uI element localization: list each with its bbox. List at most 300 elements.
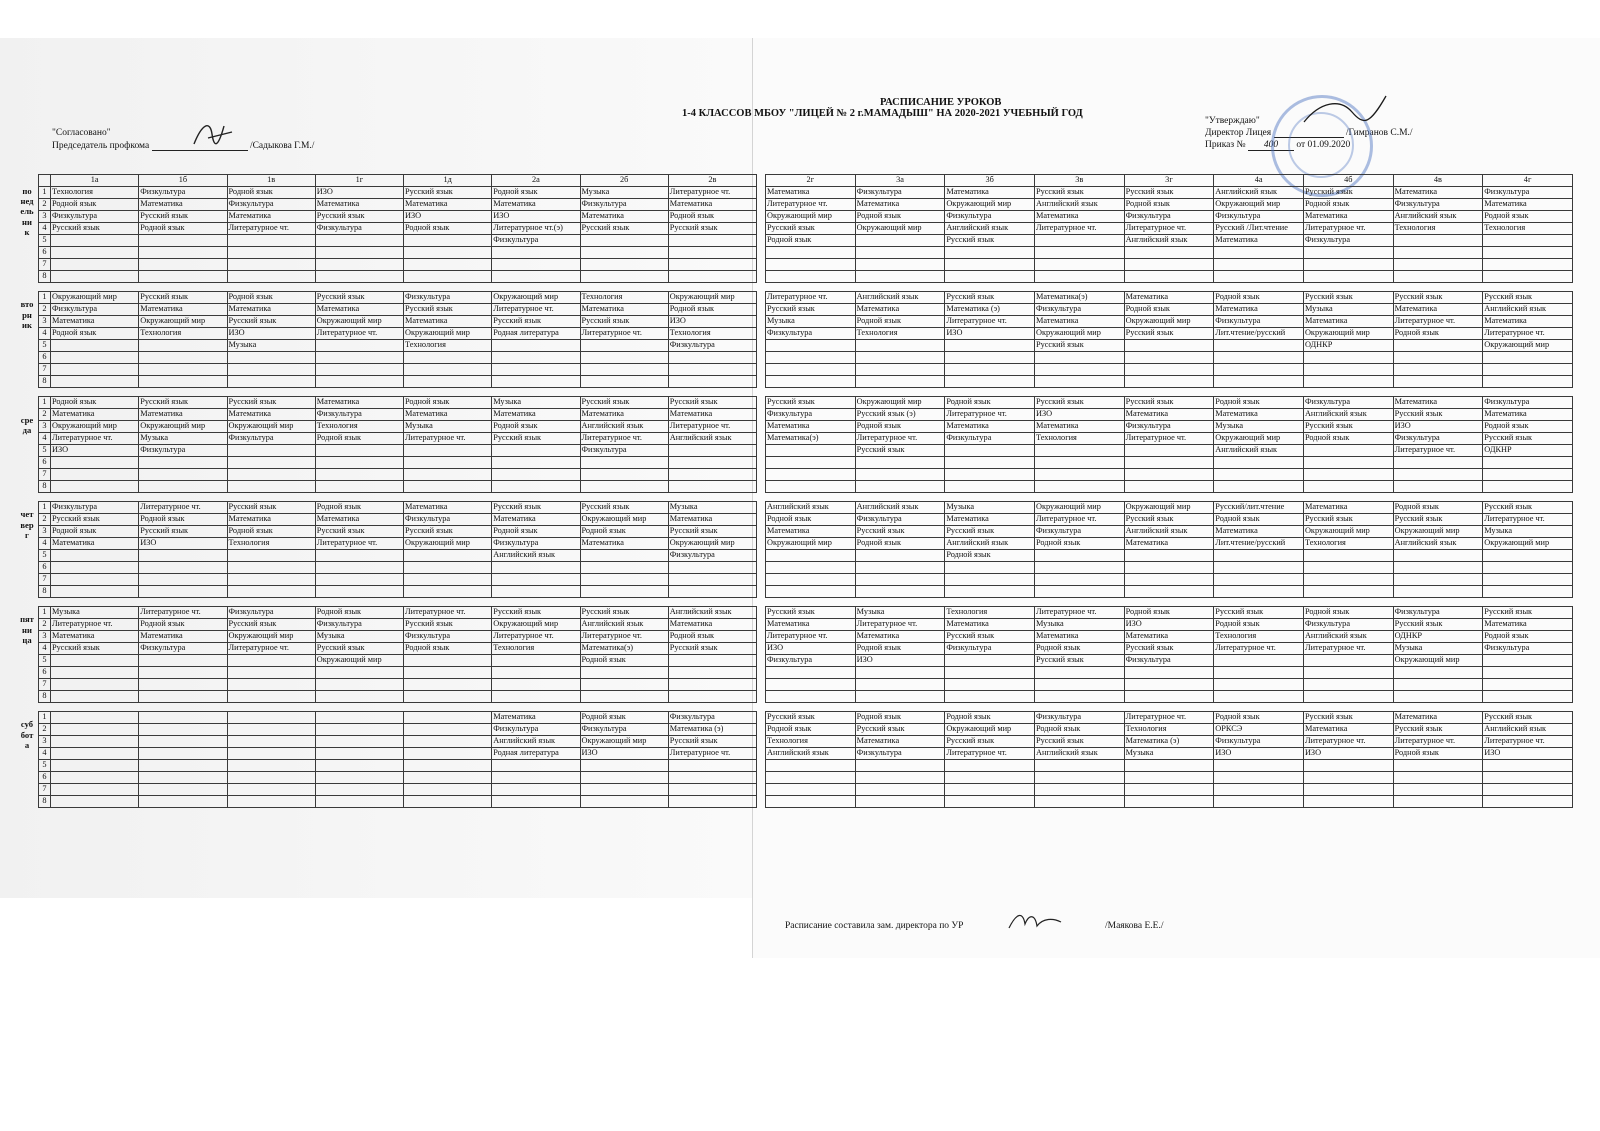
lesson-cell: Технология <box>1393 222 1483 234</box>
lesson-row <box>766 711 1573 723</box>
lesson-cell: Математика <box>1303 501 1393 513</box>
lesson-cell: Литературное чт. <box>1214 642 1304 654</box>
lesson-number: 4 <box>39 748 51 760</box>
lesson-cell: Русский язык <box>1124 396 1214 408</box>
lesson-row <box>766 234 1573 246</box>
lesson-cell: Литературное чт. <box>855 432 945 444</box>
lesson-cell <box>404 259 492 271</box>
agreed-label: "Согласовано" <box>52 128 111 138</box>
lesson-cell <box>404 748 492 760</box>
lesson-cell <box>1393 456 1483 468</box>
lesson-cell: Математика <box>668 619 756 631</box>
lesson-cell: Физкультура <box>315 223 403 235</box>
lesson-cell: ИЗО <box>1303 747 1393 759</box>
lesson-cell <box>1214 549 1304 561</box>
lesson-cell <box>1483 270 1573 282</box>
lesson-cell <box>580 247 668 259</box>
lesson-cell: Литературное чт. <box>580 328 668 340</box>
class-header: 1в <box>227 175 315 187</box>
lesson-cell <box>492 760 580 772</box>
lesson-cell <box>668 445 756 457</box>
lesson-cell: Физкультура <box>1483 642 1573 654</box>
lesson-cell: Русский язык <box>766 396 856 408</box>
approved-name: /Гимранов С.М./ <box>1345 128 1413 138</box>
lesson-cell <box>139 748 227 760</box>
lesson-cell <box>945 666 1035 678</box>
lesson-cell <box>580 796 668 808</box>
lesson-number: 6 <box>39 352 51 364</box>
lesson-cell <box>51 235 139 247</box>
lesson-cell <box>668 562 756 574</box>
lesson-cell <box>766 759 856 771</box>
left-schedule-table <box>38 174 757 808</box>
lesson-cell: Музыка <box>1483 525 1573 537</box>
lesson-row <box>766 537 1573 549</box>
lesson-cell <box>1393 771 1483 783</box>
lesson-cell <box>404 235 492 247</box>
day-separator-cell <box>766 702 1573 711</box>
lesson-cell <box>404 712 492 724</box>
lesson-cell: Физкультура <box>766 408 856 420</box>
lesson-cell <box>492 364 580 376</box>
lesson-row <box>39 772 757 784</box>
lesson-row <box>39 736 757 748</box>
lesson-cell: Русский язык <box>945 630 1035 642</box>
class-header: 4в <box>1393 175 1483 187</box>
lesson-cell: Русский язык <box>1483 711 1573 723</box>
lesson-cell: Родной язык <box>855 711 945 723</box>
lesson-cell <box>1483 783 1573 795</box>
lesson-cell: Литературное чт. <box>1393 444 1483 456</box>
weekday-label: понедельник <box>20 186 34 237</box>
lesson-cell: Русский/лит.чтение <box>1214 501 1304 513</box>
class-header: 2г <box>766 175 856 187</box>
lesson-number: 7 <box>39 259 51 271</box>
lesson-cell <box>1124 456 1214 468</box>
lesson-row <box>766 270 1573 282</box>
lesson-number: 3 <box>39 631 51 643</box>
lesson-cell: Окружающий мир <box>855 396 945 408</box>
lesson-cell: Математика <box>1124 408 1214 420</box>
lesson-cell <box>1303 363 1393 375</box>
lesson-cell <box>1124 561 1214 573</box>
lesson-cell: Математика <box>404 409 492 421</box>
lesson-cell <box>1483 771 1573 783</box>
lesson-cell <box>945 351 1035 363</box>
lesson-cell: Математика <box>945 420 1035 432</box>
lesson-row <box>39 316 757 328</box>
lesson-cell <box>51 691 139 703</box>
lesson-cell <box>51 586 139 598</box>
lesson-cell <box>766 444 856 456</box>
lesson-cell: Математика <box>51 538 139 550</box>
lesson-cell: Родной язык <box>1214 711 1304 723</box>
lesson-cell: Физкультура <box>1393 432 1483 444</box>
lesson-cell: Родной язык <box>315 607 403 619</box>
lesson-cell <box>580 481 668 493</box>
lesson-number: 4 <box>39 433 51 445</box>
lesson-cell: Музыка <box>51 607 139 619</box>
lesson-cell: Русский язык <box>1483 291 1573 303</box>
lesson-cell: Родной язык <box>766 234 856 246</box>
lesson-cell <box>766 375 856 387</box>
lesson-cell: Русский язык <box>1393 291 1483 303</box>
lesson-cell: Физкультура <box>1303 396 1393 408</box>
lesson-row <box>39 469 757 481</box>
lesson-cell <box>404 691 492 703</box>
lesson-cell: Математика <box>1124 537 1214 549</box>
lesson-cell: Русский язык <box>766 303 856 315</box>
lesson-cell <box>227 748 315 760</box>
lesson-cell <box>945 444 1035 456</box>
lesson-row <box>39 457 757 469</box>
class-header: 3б <box>945 175 1035 187</box>
lesson-cell: Родной язык <box>855 420 945 432</box>
lesson-cell <box>1124 468 1214 480</box>
approved-role: Директор Лицея <box>1205 128 1272 138</box>
lesson-cell <box>1393 690 1483 702</box>
lesson-cell: Математика <box>1393 303 1483 315</box>
lesson-cell <box>315 235 403 247</box>
lesson-row <box>39 199 757 211</box>
lesson-cell: Лит.чтение/русский <box>1214 537 1304 549</box>
lesson-cell: Музыка <box>1303 303 1393 315</box>
lesson-cell: Физкультура <box>1303 618 1393 630</box>
lesson-cell <box>227 760 315 772</box>
lesson-cell: Русский /Лит.чтение <box>1214 222 1304 234</box>
lesson-cell: ИЗО <box>580 748 668 760</box>
lesson-number: 7 <box>39 469 51 481</box>
lesson-cell: Физкультура <box>580 445 668 457</box>
lesson-cell <box>1483 666 1573 678</box>
lesson-cell: Математика <box>1214 408 1304 420</box>
lesson-cell: Физкультура <box>1034 303 1124 315</box>
lesson-cell: Математика <box>227 211 315 223</box>
lesson-number: 2 <box>39 514 51 526</box>
lesson-cell <box>1124 480 1214 492</box>
lesson-cell <box>315 247 403 259</box>
lesson-cell <box>139 352 227 364</box>
schedule-title: РАСПИСАНИЕ УРОКОВ <box>880 97 1002 108</box>
day-separator-cell <box>766 492 1573 501</box>
lesson-cell: Физкультура <box>1483 396 1573 408</box>
lesson-cell <box>855 573 945 585</box>
lesson-row <box>39 586 757 598</box>
lesson-cell <box>315 340 403 352</box>
lesson-cell: Окружающий мир <box>766 210 856 222</box>
lesson-number: 3 <box>39 421 51 433</box>
lesson-cell: Музыка <box>139 433 227 445</box>
day-separator-cell <box>39 493 757 502</box>
lesson-row <box>39 679 757 691</box>
lesson-cell: Литературное чт. <box>668 187 756 199</box>
lesson-cell <box>492 784 580 796</box>
lesson-cell <box>1034 468 1124 480</box>
lesson-cell: Литературное чт. <box>1124 711 1214 723</box>
lesson-cell <box>945 339 1035 351</box>
lesson-cell: Родной язык <box>227 292 315 304</box>
lesson-cell <box>668 271 756 283</box>
lesson-cell: Родной язык <box>945 711 1035 723</box>
lesson-cell: Физкультура <box>404 631 492 643</box>
lesson-number: 3 <box>39 316 51 328</box>
lesson-cell: Русский язык <box>945 291 1035 303</box>
lesson-cell <box>945 759 1035 771</box>
lesson-row <box>766 408 1573 420</box>
lesson-cell: Русский язык <box>404 187 492 199</box>
lesson-cell: Математика <box>1124 630 1214 642</box>
lesson-number: 6 <box>39 457 51 469</box>
lesson-cell <box>1214 783 1304 795</box>
lesson-cell <box>404 481 492 493</box>
lesson-cell <box>1034 456 1124 468</box>
lesson-cell <box>227 247 315 259</box>
lesson-cell: ОРКСЭ <box>1214 723 1304 735</box>
lesson-cell: Математика <box>51 409 139 421</box>
lesson-cell: Английский язык <box>1124 234 1214 246</box>
lesson-cell: Литературное чт. <box>1393 735 1483 747</box>
lesson-row <box>39 352 757 364</box>
lesson-cell <box>1303 258 1393 270</box>
lesson-cell <box>1393 783 1483 795</box>
lesson-cell: Физкультура <box>492 538 580 550</box>
lesson-cell: Литературное чт. <box>1483 327 1573 339</box>
lesson-cell <box>227 724 315 736</box>
lesson-cell <box>139 235 227 247</box>
lesson-cell: Русский язык <box>227 316 315 328</box>
lesson-cell <box>580 562 668 574</box>
lesson-cell <box>580 340 668 352</box>
lesson-row <box>766 618 1573 630</box>
lesson-cell: Литературное чт. <box>51 619 139 631</box>
lesson-cell <box>404 724 492 736</box>
lesson-cell: Родной язык <box>404 643 492 655</box>
lesson-row <box>39 271 757 283</box>
lesson-cell <box>51 376 139 388</box>
lesson-cell: Русский язык <box>766 222 856 234</box>
lesson-cell: Музыка <box>766 315 856 327</box>
lesson-cell <box>227 376 315 388</box>
lesson-cell <box>1034 690 1124 702</box>
lesson-cell: Русский язык (э) <box>855 408 945 420</box>
lesson-cell: Родной язык <box>1034 537 1124 549</box>
lesson-number: 7 <box>39 784 51 796</box>
lesson-cell: Математика <box>1483 198 1573 210</box>
lesson-cell <box>404 784 492 796</box>
lesson-cell <box>766 795 856 807</box>
lesson-row <box>766 198 1573 210</box>
class-header: 2а <box>492 175 580 187</box>
lesson-cell: Родной язык <box>51 328 139 340</box>
lesson-cell: Математика <box>766 186 856 198</box>
lesson-cell: Родная литература <box>492 748 580 760</box>
lesson-cell: Английский язык <box>945 222 1035 234</box>
lesson-cell: Математика(э) <box>580 643 668 655</box>
lesson-cell: Математика <box>766 618 856 630</box>
lesson-cell: Технология <box>227 538 315 550</box>
lesson-cell: ИЗО <box>766 642 856 654</box>
lesson-cell: Русский язык <box>1483 432 1573 444</box>
lesson-cell: Родной язык <box>1214 618 1304 630</box>
lesson-cell: Математика <box>404 199 492 211</box>
lesson-cell <box>139 364 227 376</box>
lesson-cell <box>227 679 315 691</box>
lesson-cell: Окружающий мир <box>1393 654 1483 666</box>
lesson-cell: Окружающий мир <box>227 631 315 643</box>
day-separator <box>39 283 757 292</box>
lesson-cell: Окружающий мир <box>945 198 1035 210</box>
lesson-cell: Окружающий мир <box>1214 432 1304 444</box>
lesson-cell <box>668 364 756 376</box>
lesson-row <box>766 456 1573 468</box>
lesson-cell <box>51 760 139 772</box>
lesson-number: 6 <box>39 667 51 679</box>
lesson-cell: Родной язык <box>492 526 580 538</box>
lesson-cell: Английский язык <box>1124 525 1214 537</box>
lesson-cell <box>1303 783 1393 795</box>
lesson-cell <box>1483 456 1573 468</box>
lesson-cell <box>1483 759 1573 771</box>
lesson-cell: Математика <box>1483 408 1573 420</box>
lesson-cell <box>227 481 315 493</box>
lesson-cell <box>1303 456 1393 468</box>
lesson-cell <box>227 655 315 667</box>
lesson-cell: Физкультура <box>1393 198 1483 210</box>
lesson-cell <box>227 736 315 748</box>
lesson-cell: Окружающий мир <box>945 723 1035 735</box>
lesson-cell: Литературное чт. <box>1034 606 1124 618</box>
lesson-cell <box>1393 363 1483 375</box>
lesson-cell <box>580 784 668 796</box>
lesson-cell: Окружающий мир <box>1124 315 1214 327</box>
lesson-cell <box>227 772 315 784</box>
lesson-cell <box>315 376 403 388</box>
lesson-number: 8 <box>39 586 51 598</box>
lesson-cell: Русский язык <box>855 525 945 537</box>
lesson-cell: Русский язык <box>1393 408 1483 420</box>
lesson-cell <box>855 258 945 270</box>
lesson-cell: Русский язык <box>1303 186 1393 198</box>
lesson-cell: Технология <box>404 340 492 352</box>
lesson-cell: Родной язык <box>51 526 139 538</box>
lesson-cell <box>766 549 856 561</box>
lesson-cell <box>1124 270 1214 282</box>
lesson-cell: Английский язык <box>1303 408 1393 420</box>
lesson-cell: Физкультура <box>315 619 403 631</box>
lesson-cell <box>855 351 945 363</box>
lesson-cell: Математика <box>51 631 139 643</box>
lesson-cell: Литературное чт. <box>1303 735 1393 747</box>
lesson-cell: Родной язык <box>1034 723 1124 735</box>
lesson-cell <box>1393 759 1483 771</box>
lesson-cell <box>227 352 315 364</box>
lesson-cell: Окружающий мир <box>580 514 668 526</box>
lesson-cell: Литературное чт.(э) <box>492 223 580 235</box>
lesson-cell <box>1214 678 1304 690</box>
lesson-cell <box>1214 456 1304 468</box>
lesson-cell <box>1214 363 1304 375</box>
lesson-cell: Литературное чт. <box>945 747 1035 759</box>
lesson-cell <box>492 655 580 667</box>
lesson-cell: ИЗО <box>1393 420 1483 432</box>
lesson-cell: ИЗО <box>139 538 227 550</box>
lesson-number-header <box>39 175 51 187</box>
lesson-cell <box>139 550 227 562</box>
lesson-cell: Русский язык <box>580 397 668 409</box>
lesson-cell <box>315 457 403 469</box>
lesson-cell: Математика <box>1124 291 1214 303</box>
lesson-cell <box>1483 690 1573 702</box>
lesson-cell: ОДНКР <box>1303 339 1393 351</box>
lesson-cell <box>51 655 139 667</box>
lesson-cell: Литературное чт. <box>580 433 668 445</box>
lesson-row <box>39 514 757 526</box>
lesson-row <box>39 187 757 199</box>
lesson-row <box>39 376 757 388</box>
lesson-cell <box>855 480 945 492</box>
lesson-number: 6 <box>39 562 51 574</box>
lesson-cell <box>139 679 227 691</box>
lesson-cell <box>1483 573 1573 585</box>
lesson-cell: ИЗО <box>855 654 945 666</box>
lesson-cell: Русский язык <box>945 234 1035 246</box>
lesson-cell: Окружающий мир <box>404 328 492 340</box>
lesson-number: 8 <box>39 796 51 808</box>
lesson-cell <box>227 364 315 376</box>
lesson-cell <box>668 796 756 808</box>
lesson-cell: Математика (э) <box>945 303 1035 315</box>
lesson-cell: Родной язык <box>139 514 227 526</box>
lesson-cell <box>1034 759 1124 771</box>
lesson-cell: Русский язык <box>580 316 668 328</box>
lesson-cell <box>139 562 227 574</box>
lesson-cell: Русский язык <box>227 619 315 631</box>
order-prefix: Приказ № <box>1205 140 1246 150</box>
lesson-cell <box>492 796 580 808</box>
lesson-cell <box>1124 771 1214 783</box>
lesson-cell <box>51 481 139 493</box>
lesson-cell: Музыка <box>1034 618 1124 630</box>
lesson-cell <box>315 562 403 574</box>
lesson-cell <box>1483 234 1573 246</box>
lesson-cell <box>1303 690 1393 702</box>
lesson-cell <box>1034 270 1124 282</box>
lesson-cell <box>1483 549 1573 561</box>
lesson-cell <box>1393 666 1483 678</box>
lesson-cell: Русский язык <box>404 619 492 631</box>
lesson-cell: Физкультура <box>766 327 856 339</box>
lesson-cell <box>1483 375 1573 387</box>
lesson-cell <box>315 550 403 562</box>
lesson-cell: Окружающий мир <box>1034 501 1124 513</box>
lesson-cell: Окружающий мир <box>1303 525 1393 537</box>
lesson-cell: Русский язык <box>1034 186 1124 198</box>
lesson-cell: Литературное чт. <box>404 433 492 445</box>
lesson-cell <box>492 445 580 457</box>
lesson-number: 8 <box>39 376 51 388</box>
lesson-cell <box>139 376 227 388</box>
lesson-cell <box>1303 795 1393 807</box>
lesson-cell: Литературное чт. <box>404 607 492 619</box>
lesson-cell: Русский язык <box>668 397 756 409</box>
lesson-number: 1 <box>39 502 51 514</box>
lesson-row <box>39 691 757 703</box>
lesson-cell: Родной язык <box>492 187 580 199</box>
lesson-cell <box>51 340 139 352</box>
lesson-cell: Родной язык <box>1303 606 1393 618</box>
lesson-cell: Литературное чт. <box>227 643 315 655</box>
lesson-cell <box>1483 351 1573 363</box>
